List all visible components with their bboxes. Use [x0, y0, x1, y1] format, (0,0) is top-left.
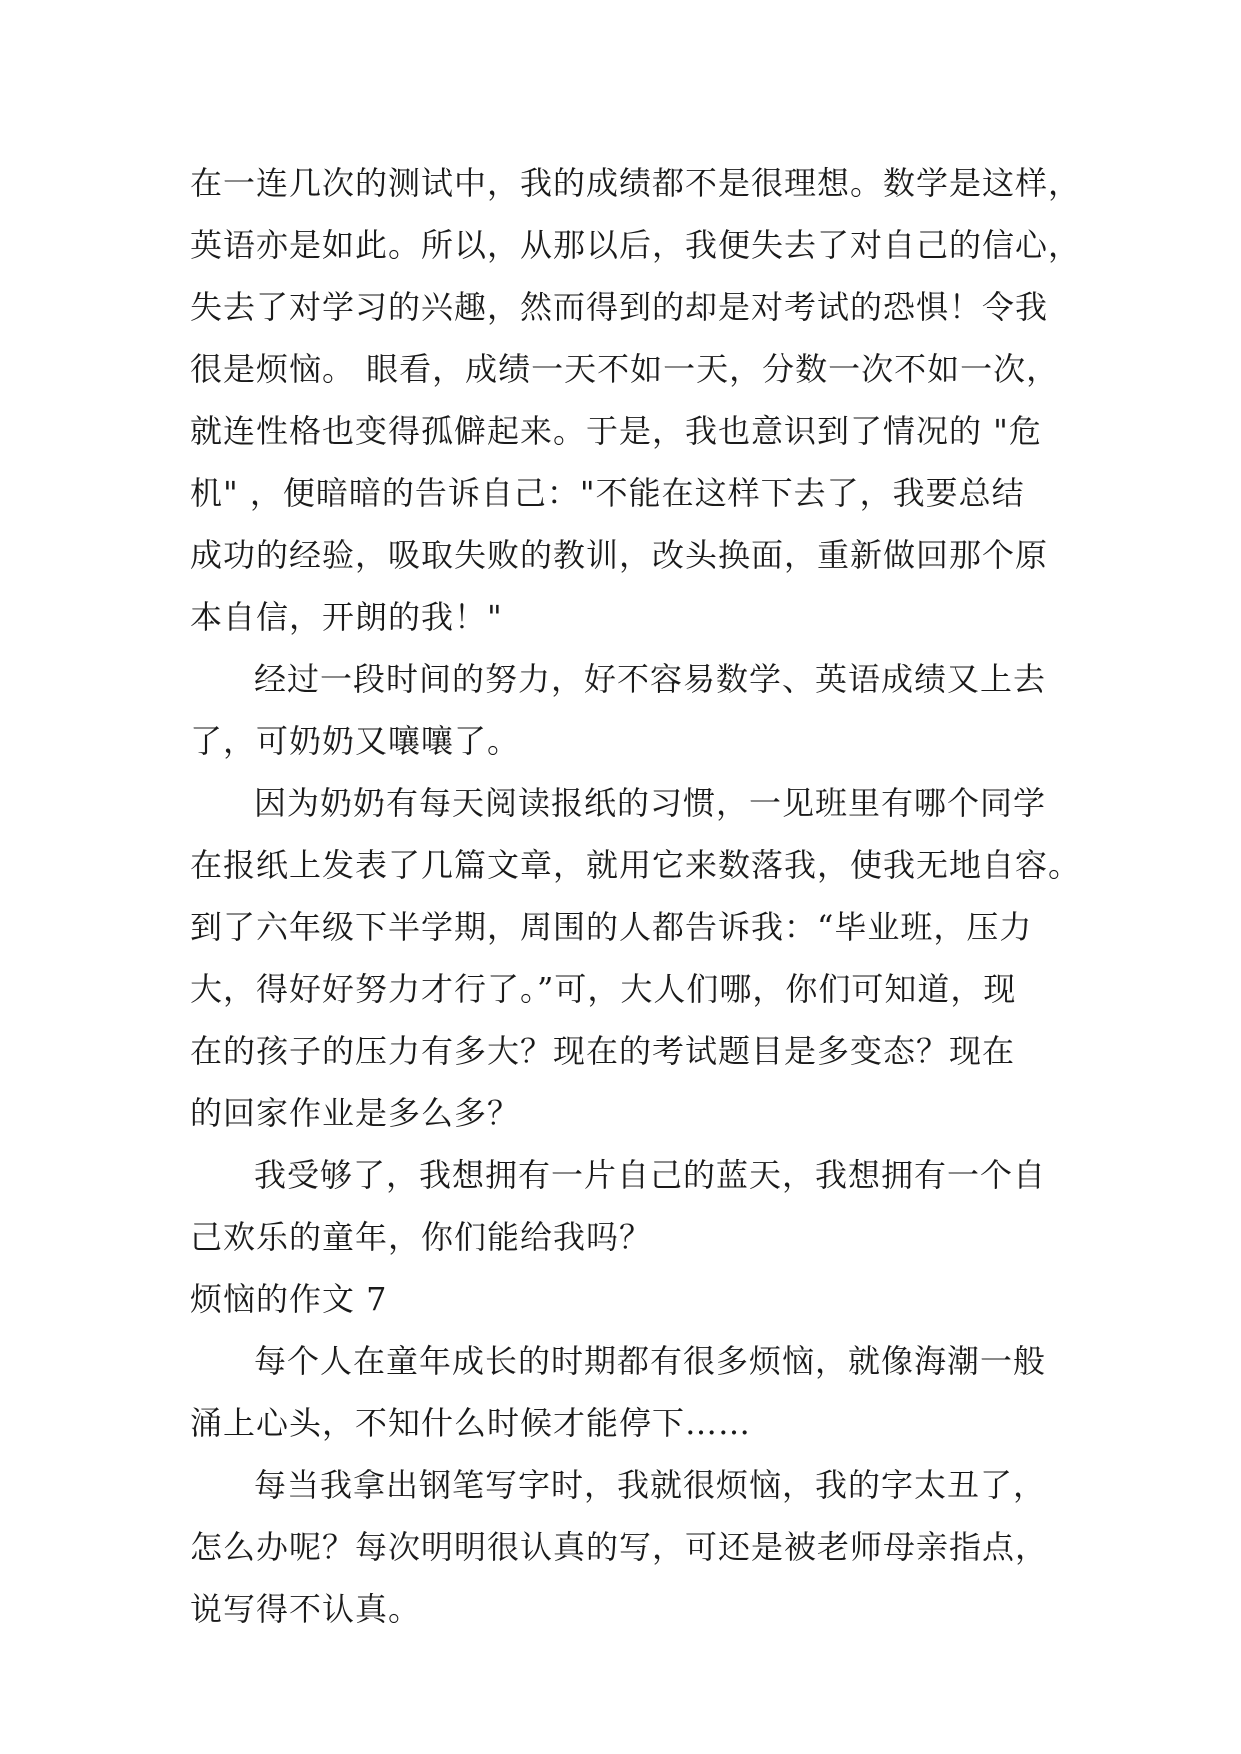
paragraph-first-line: 我受够了，我想拥有一片自己的蓝天，我想拥有一个自 — [254, 1156, 1047, 1194]
text-line: 很是烦恼。 眼看，成绩一天不如一天，分数一次不如一次， — [190, 350, 1060, 388]
document-body — [190, 152, 1082, 1640]
text-line: 就连性格也变得孤僻起来。于是，我也意识到了情况的 "危 — [190, 412, 1042, 450]
text-line: 成功的经验，吸取失败的教训，改头换面，重新做回那个原 — [190, 536, 1049, 574]
paragraph-first-line: 每当我拿出钢笔写字时，我就很烦恼，我的字太丑了， — [254, 1466, 1047, 1504]
text-line: 的回家作业是多么多？ — [190, 1094, 521, 1132]
paragraph-first-line: 经过一段时间的努力，好不容易数学、英语成绩又上去 — [254, 660, 1047, 698]
text-line: 说写得不认真。 — [190, 1590, 422, 1628]
text-line: 本自信，开朗的我！" — [190, 598, 503, 636]
text-line: 到了六年级下半学期，周围的人都告诉我：“毕业班，压力 — [190, 908, 1033, 946]
text-line: 了，可奶奶又嚷嚷了。 — [190, 722, 521, 760]
paragraph-first-line: 因为奶奶有每天阅读报纸的习惯，一见班里有哪个同学 — [254, 784, 1047, 822]
text-line: 在的孩子的压力有多大？现在的考试题目是多变态？现在 — [190, 1032, 1016, 1070]
paragraph-first-line: 每个人在童年成长的时期都有很多烦恼，就像海潮一般 — [254, 1342, 1047, 1380]
text-line: 在报纸上发表了几篇文章，就用它来数落我，使我无地自容。 — [190, 846, 1082, 884]
text-line: 在一连几次的测试中，我的成绩都不是很理想。数学是这样， — [190, 164, 1082, 202]
text-line: 涌上心头，不知什么时候才能停下…… — [190, 1404, 752, 1442]
text-line: 己欢乐的童年，你们能给我吗？ — [190, 1218, 653, 1256]
text-line: 怎么办呢？每次明明很认真的写，可还是被老师母亲指点， — [190, 1528, 1049, 1566]
text-line: 英语亦是如此。所以，从那以后，我便失去了对自己的信心， — [190, 226, 1082, 264]
section-heading: 烦恼的作文 7 — [190, 1280, 388, 1318]
text-line: 大，得好好努力才行了。”可，大人们哪，你们可知道，现 — [190, 970, 1017, 1008]
text-line: 失去了对学习的兴趣，然而得到的却是对考试的恐惧！令我 — [190, 288, 1049, 326]
text-line: 机" ，便暗暗的告诉自己："不能在这样下去了，我要总结 — [190, 474, 1025, 512]
